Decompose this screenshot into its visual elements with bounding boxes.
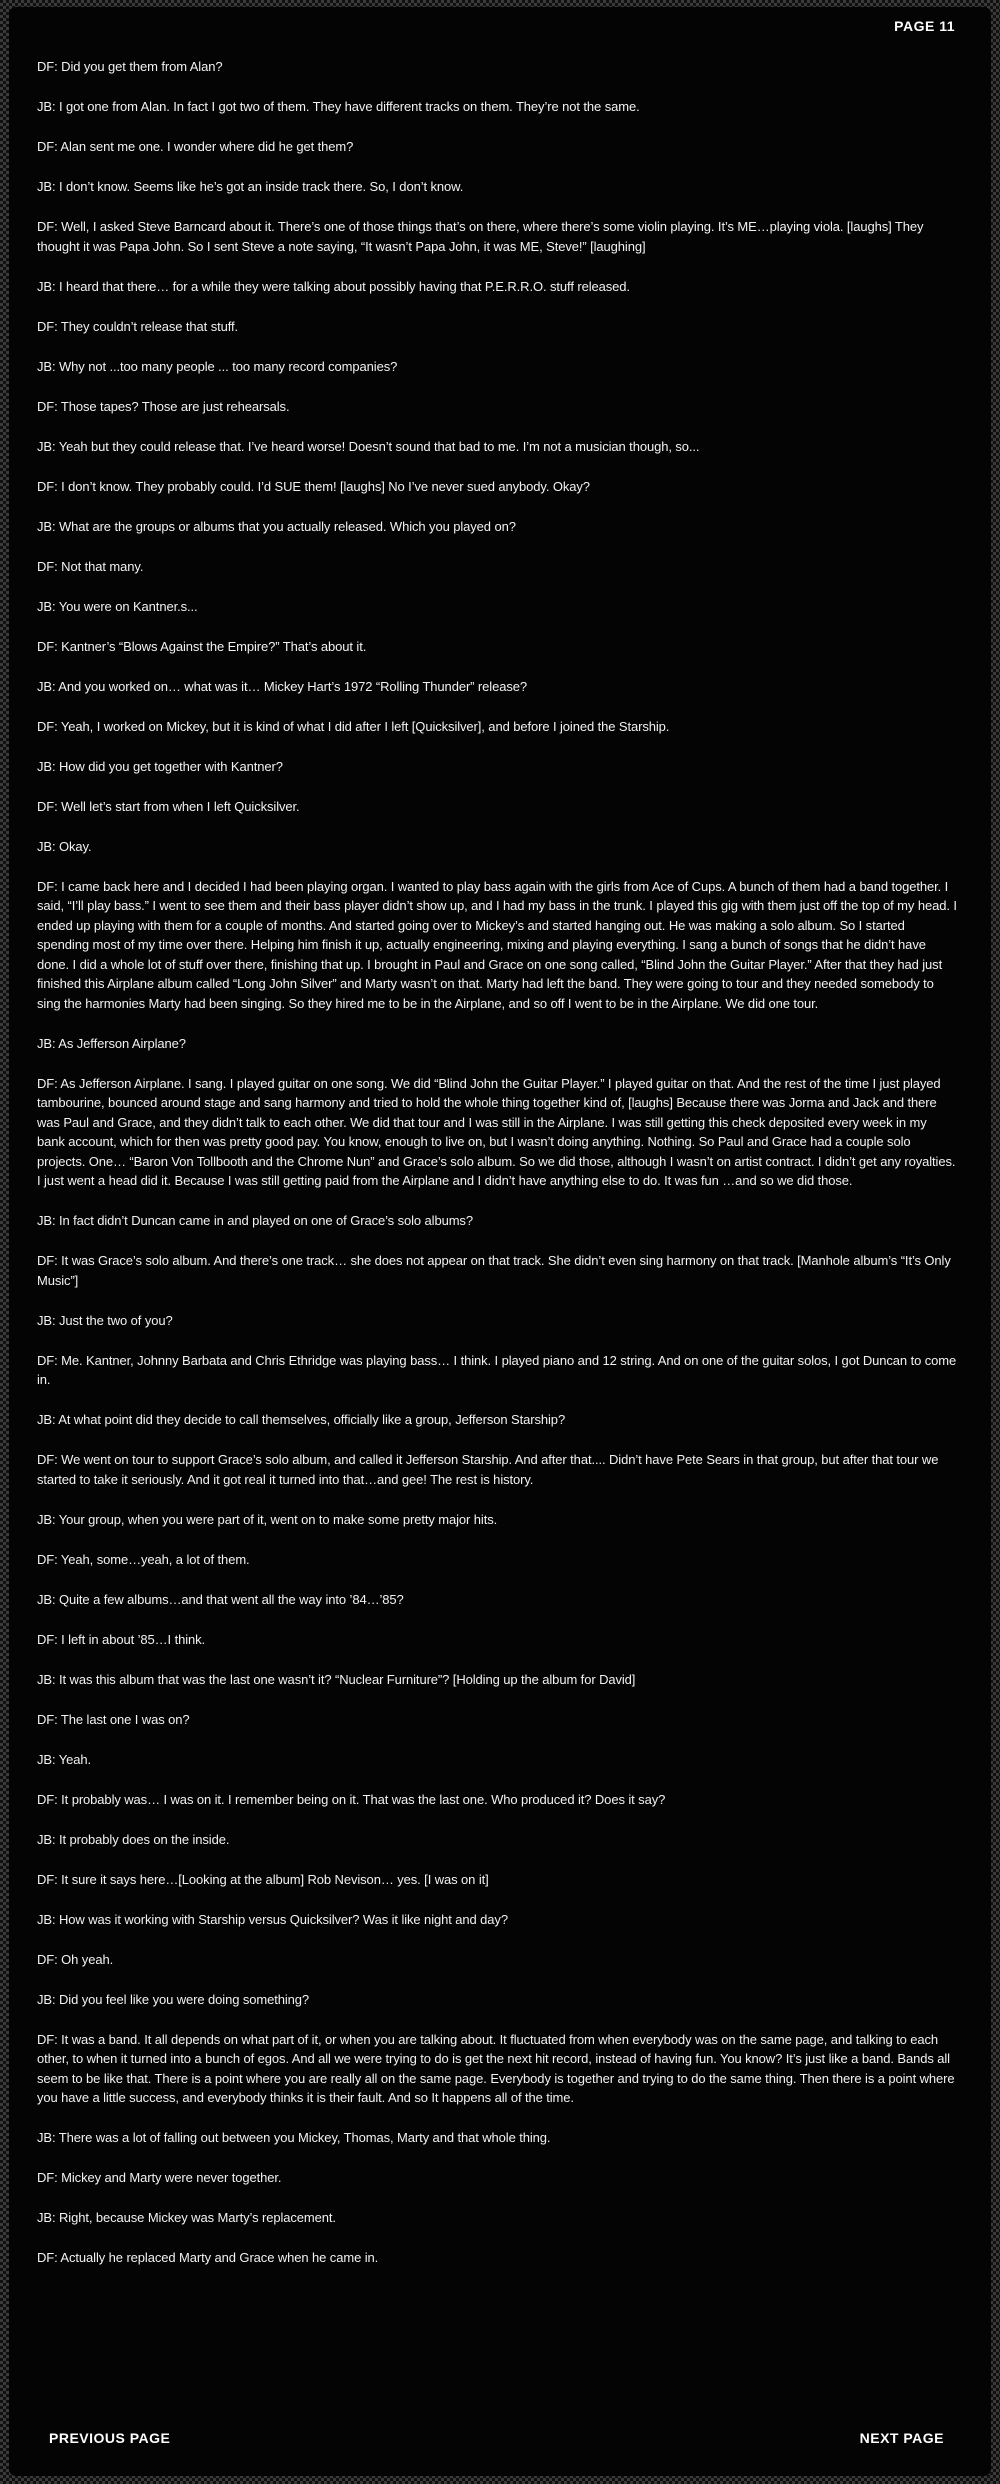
transcript-paragraph: DF: Well let’s start from when I left Quicksilver. [37, 798, 300, 814]
transcript-paragraph: JB: Did you feel like you were doing something? [37, 1991, 310, 2007]
transcript-paragraph: DF: As Jefferson Airplane. I sang. I played guitar on one song. We did “Blind John the Guitar Player.” I played guitar on that. And the rest of the time I just played tambourine, bounced around stage and sang harmony and tried to hold the whole thing together kind of, [laughs] Because there was Jorma and Jack and there was Paul and Grace, and they didn’t talk to each other. We did that tour and I was still in the Airplane. I was still getting this check deposited every week in my bank account, which for then was pretty good pay. You know, enough to live on, but I wasn’t doing anything. Nothing. So Paul and Grace had a couple solo projects. One… “Baron Von Tollbooth and the Chrome Nun” and Grace’s solo album. So we did those, although I wasn’t on artist contract. I didn’t get any royalties. I just went a head did it. Because I was still getting paid from the Airplane and I didn’t have anything else to do. It was fun …and so we did those. [37, 1075, 956, 1188]
transcript-content [37, 57, 957, 2288]
transcript-paragraph: DF: Yeah, I worked on Mickey, but it is kind of what I did after I left [Quicksilver], and before I joined the Starship. [37, 718, 670, 734]
transcript-paragraph: JB: What are the groups or albums that you actually released. Which you played on? [37, 518, 516, 534]
transcript-paragraph: DF: Me. Kantner, Johnny Barbata and Chris Ethridge was playing bass… I think. I played piano and 12 string. And on one of the guitar solos, I got Duncan to come in. [37, 1352, 957, 1387]
transcript-paragraph: JB: Why not ...too many people ... too many record companies? [37, 358, 398, 374]
transcript-paragraph: JB: Yeah. [37, 1751, 92, 1767]
transcript-paragraph: DF: Oh yeah. [37, 1951, 114, 1967]
transcript-paragraph: DF: I came back here and I decided I had been playing organ. I wanted to play bass again with the girls from Ace of Cups. A bunch of them had a band together. I said, “I’ll play bass.” I went to see them and their bass player didn’t show up, and I had my bass in the trunk. I played this gig with them just off the top of my head. I ended up playing with them for a couple of months. And started going over to Mickey’s and started hanging out. He was making a solo album. So I started spending most of my time over there. Helping him finish it up, actually engineering, mixing and playing everything. I sang a bunch of songs that he didn’t have done. I did a whole lot of stuff over there, finishing that up. I brought in Paul and Grace on one song called, “Blind John the Guitar Player.” After that they had just finished this Airplane album called “Long John Silver” and Marty wasn’t on that. Marty had left the band. They were going to tour and they needed somebody to sing the harmonies Marty had been singing. So they hired me to be in the Airplane, and so off I went to be in the Airplane. We did one tour. [37, 878, 957, 1011]
transcript-paragraph: DF: It was Grace’s solo album. And there’s one track… she does not appear on that track. She didn’t even sing harmony on that track. [Manhole album’s “It’s Only Music”] [37, 1253, 951, 1288]
transcript-paragraph: DF: I left in about ’85…I think. [37, 1631, 206, 1647]
transcript-paragraph: DF: Yeah, some…yeah, a lot of them. [37, 1551, 250, 1567]
transcript-paragraph: JB: It probably does on the inside. [37, 1831, 230, 1847]
transcript-paragraph: JB: Just the two of you? [37, 1312, 173, 1328]
transcript-paragraph: JB: How was it working with Starship versus Quicksilver? Was it like night and day? [37, 1911, 508, 1927]
transcript-paragraph: JB: I heard that there… for a while they were talking about possibly having that P.E.R.R.O. stuff released. [37, 278, 630, 294]
page-number-label: PAGE 11 [894, 18, 955, 34]
transcript-paragraph: JB: In fact didn’t Duncan came in and played on one of Grace’s solo albums? [37, 1213, 473, 1228]
transcript-paragraph: DF: It sure it says here…[Looking at the album] Rob Nevison… yes. [I was on it] [37, 1871, 489, 1887]
transcript-paragraph: DF: Kantner’s “Blows Against the Empire?” That’s about it. [37, 638, 367, 654]
transcript-paragraph: DF: Did you get them from Alan? [37, 59, 223, 74]
transcript-paragraph: DF: I don’t know. They probably could. I’d SUE them! [laughs] No I’ve never sued anybody. Okay? [37, 478, 590, 494]
transcript-paragraph: DF: Mickey and Marty were never together. [37, 2170, 282, 2185]
transcript-paragraph: DF: The last one I was on? [37, 1711, 190, 1727]
transcript-paragraph: JB: At what point did they decide to call themselves, officially like a group, Jefferson Starship? [37, 1412, 566, 1427]
transcript-paragraph: DF: Well, I asked Steve Barncard about it. There’s one of those things that’s on there, where there’s some violin playing. It’s ME…playing viola. [laughs] They thought it was Papa John. So I sent Steve a note saying, “It wasn’t Papa John, it was ME, Steve!” [laughing] [37, 219, 924, 254]
transcript-paragraph: JB: There was a lot of falling out between you Mickey, Thomas, Marty and that whole thing. [37, 2130, 551, 2145]
transcript-paragraph: JB: Yeah but they could release that. I’ve heard worse! Doesn’t sound that bad to me. I’m not a musician though, so... [37, 438, 700, 454]
transcript-paragraph: DF: Alan sent me one. I wonder where did he get them? [37, 139, 354, 154]
transcript-paragraph: JB: As Jefferson Airplane? [37, 1035, 186, 1051]
transcript-paragraph: JB: How did you get together with Kantner? [37, 758, 283, 774]
next-page-link[interactable]: NEXT PAGE [859, 2430, 944, 2446]
transcript-paragraph: JB: Okay. [37, 838, 92, 854]
pagination-nav [49, 2430, 944, 2446]
transcript-paragraph: DF: It was a band. It all depends on what part of it, or when you are talking about. It fluctuated from when everybody was on the same page, and talking to each other, to when it turned into a bunch of egos. And all we were trying to do is get the next hit record, instead of having fun. You know? It’s just like a band. Bands all seem to be like that. There is a point where you are really all on the same page. Everybody is together and trying to do the same thing. Then there is a point where you have a little success, and everybody thinks it is their fault. And so It happens all of the time. [37, 2031, 955, 2105]
transcript-paragraph: DF: It probably was… I was on it. I remember being on it. That was the last one. Who produced it? Does it say? [37, 1791, 666, 1807]
transcript-paragraph: JB: And you worked on… what was it… Mickey Hart’s 1972 “Rolling Thunder” release? [37, 678, 527, 694]
transcript-paragraph: JB: Quite a few albums…and that went all the way into ’84…’85? [37, 1591, 404, 1607]
transcript-paragraph: JB: Right, because Mickey was Marty’s replacement. [37, 2210, 336, 2225]
transcript-paragraph: JB: You were on Kantner.s... [37, 598, 198, 614]
transcript-paragraph: JB: Your group, when you were part of it, went on to make some pretty major hits. [37, 1511, 498, 1527]
transcript-paragraph: JB: I got one from Alan. In fact I got two of them. They have different tracks on them. They’re not the same. [37, 99, 640, 114]
transcript-page [9, 7, 991, 2476]
transcript-paragraph: DF: Actually he replaced Marty and Grace when he came in. [37, 2250, 379, 2265]
transcript-paragraph: JB: I don’t know. Seems like he’s got an inside track there. So, I don’t know. [37, 179, 464, 194]
transcript-paragraph: JB: It was this album that was the last one wasn’t it? “Nuclear Furniture”? [Holding up the album for David] [37, 1671, 636, 1687]
transcript-paragraph: DF: Those tapes? Those are just rehearsals. [37, 398, 290, 414]
transcript-paragraph: DF: They couldn’t release that stuff. [37, 318, 239, 334]
transcript-paragraph: DF: We went on tour to support Grace’s solo album, and called it Jefferson Starship. And after that.... Didn’t have Pete Sears in that group, but after that tour we started to take it seriously. And it got real it turned into that…and gee! The rest is history. [37, 1452, 939, 1487]
transcript-paragraph: DF: Not that many. [37, 558, 144, 574]
previous-page-link[interactable]: PREVIOUS PAGE [49, 2430, 171, 2446]
